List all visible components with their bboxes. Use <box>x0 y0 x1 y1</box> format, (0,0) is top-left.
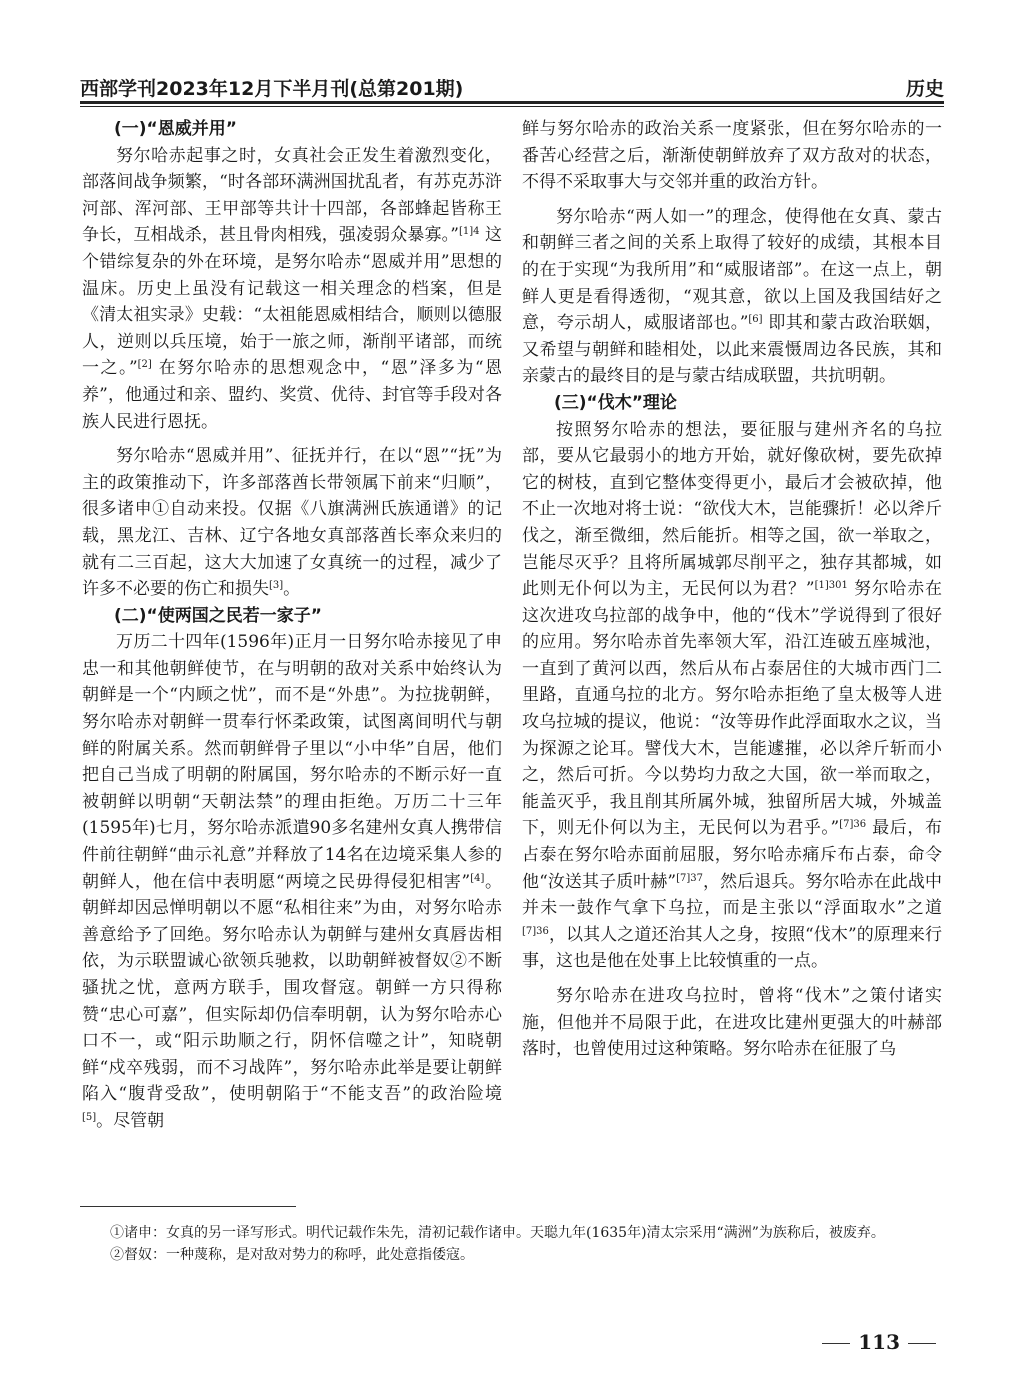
header-rule-thin <box>80 106 944 107</box>
left-column <box>82 116 502 1135</box>
citation: [5] <box>82 1111 97 1123</box>
footnote-2: ②督奴：一种蔑称，是对敌对势力的称呼，此处意指倭寇。 <box>110 1247 474 1263</box>
right-column <box>522 116 942 1063</box>
citation: [7]37 <box>676 872 703 884</box>
heading-3: (三)“伐木”理论 <box>554 392 677 413</box>
paragraph: 努尔哈赤“两人如一”的理念，使得他在女真、蒙古和朝鲜三者之间的关系上取得了较好的成绩，其根本目的在于实现“为我所用”和“威服诸部”。在这一点上，朝鲜人更是看得透彻，“观其意，欲以上国及我国结好之意，夸示胡人，威服诸部也。”[6] 即其和蒙古政治联姻，又希望与朝鲜和睦相处，以此来震慑周边各民族，其和亲蒙古的最终目的是与蒙古结成联盟，共抗明朝。 <box>522 206 942 387</box>
running-header <box>80 70 944 104</box>
paragraph: 万历二十四年(1596年)正月一日努尔哈赤接见了申忠一和其他朝鲜使节，在与明朝的敌对关系中始终认为朝鲜是一个“内顾之忧”，而不是“外患”。为拉拢朝鲜，努尔哈赤对朝鲜一贯奉行怀柔政策，试图离间明代与朝鲜的附属关系。然而朝鲜骨子里以“小中华”自居，他们把自己当成了明朝的附属国，努尔哈赤的不断示好一直被朝鲜以明朝“天朝法禁”的理由拒绝。万历二十三年(1595年)七月，努尔哈赤派遣90多名建州女真人携带信件前往朝鲜“曲示礼意”并释放了14名在边境采集人参的朝鲜人，他在信中表明愿“两境之民毋得侵犯相害”[4]。朝鲜却因忌惮明朝以不愿“私相往来”为由，对努尔哈赤善意给予了回绝。努尔哈赤认为朝鲜与建州女真唇齿相依，为示联盟诚心欲领兵驰救，以助朝鲜被督奴②不断骚扰之忧，意两方联手，围攻督寇。朝鲜一方只得称赞“忠心可嘉”，但实际却仍信奉明朝，认为努尔哈赤心口不一，或“阳示助顺之行，阴怀信噬之计”，知晓朝鲜“戍卒残弱，而不习战阵”，努尔哈赤此举是要让朝鲜陷入“腹背受敌”，使明朝陷于“不能支吾”的政治险境[5]。尽管朝 <box>82 632 503 1131</box>
citation: [4] <box>470 872 485 884</box>
heading-2: (二)“使两国之民若一家子” <box>114 605 322 626</box>
paragraph: 努尔哈赤“恩威并用”、征抚并行，在以“恩”“抚”为主的政策推动下，许多部落酋长带领属下前来“归顺”，很多诸申①自动来投。仅据《八旗满洲氏族通谱》的记载，黑龙江、吉林、辽宁各地女真部落酋长率众来归的就有二三百起，这大大加速了女真统一的过程，减少了许多不必要的伤亡和损失[3]。 <box>82 446 502 600</box>
footnote-rule <box>80 1206 296 1207</box>
paragraph: 按照努尔哈赤的想法，要征服与建州齐名的乌拉部，要从它最弱小的地方开始，就好像砍树，要先砍掉它的树枝，直到它整体变得更小，最后才会被砍掉，他不止一次地对将士说：“欲伐大木，岂能骤折！必以斧斤伐之，渐至微细，然后能折。相等之国，欲一举取之，岂能尽灭乎？且将所属城郭尽削平之，独存其都城，如此则无仆何以为主，无民何以为君？”$^{[1]301}$ 努尔哈赤在这次进攻乌拉部的战争中，他的“伐木”学说得到了很好的应用。努尔哈赤首先率领大军，沿江连破五座城池，一直到了黄河以西，然后从布占泰居住的大城市西门二里路，直通乌拉的北方。努尔哈赤拒绝了皇太极等人进攻乌拉城的提议，他说：“汝等毋作此浮面取水之议，当为探源之论耳。譬伐大木，岂能遽摧，必以斧斤斩而小之，然后可折。今以势均力敌之大国，欲一举而取之，能盖灭乎，我且削其所属外城，独留所居大城，外城盖下，则无仆何以为主，无民何以为君乎。”$^{[7]36}$ 最后，布占泰在努尔哈赤面前屈服，努尔哈赤痛斥布占泰，命令他“汝送其子质叶赫”$^{[7]37}$，然后退兵。努尔哈赤在此战中并未一鼓作气拿下乌拉，而是主张以“浮面取水”之道$^{[7]36}$，以其人之道还治其人之身，按照“伐木”的原理来行事，这也是他在处事上比较慎重的一点。 <box>522 419 942 972</box>
paragraph: 努尔哈赤在进攻乌拉时，曾将“伐木”之策付诸实施，但他并不局限于此，在进攻比建州更强大的叶赫部落时，也曾使用过这种策略。努尔哈赤在征服了乌 <box>522 986 942 1060</box>
paragraph: 鲜与努尔哈赤的政治关系一度紧张，但在努尔哈赤的一番苦心经营之后，渐渐使朝鲜放弃了双方敌对的状态，不得不采取事大与交邻并重的政治方针。 <box>522 119 942 193</box>
citation: [6] <box>748 314 763 326</box>
journal-title: 西部学刊2023年12月下半月刊(总第201期) <box>80 78 464 100</box>
footnotes <box>82 1222 942 1266</box>
citation: [7]36 <box>839 819 867 831</box>
paragraph: 努尔哈赤起事之时，女真社会正发生着激烈变化，部落间战争频繁，“时各部环满洲国扰乱者，有苏克苏浒河部、浑河部、王甲部等共计十四部，各部蜂起皆称王争长，互相战杀，甚且骨肉相残，强凌弱众暴寡。”$^{[1]4}$ 这个错综复杂的外在环境，是努尔哈赤“恩威并用”思想的温床。历史上虽没有记载这一相关理念的档案，但是《清太祖实录》史载：“太祖能恩威相结合，顺则以德服人，逆则以兵压境，始于一旅之师，渐削平诸部，而统一之。”[2] 在努尔哈赤的思想观念中，“恩”泽多为“恩养”，他通过和亲、盟约、奖赏、优待、封官等手段对各族人民进行恩抚。 <box>82 145 502 432</box>
section-name: 历史 <box>905 78 944 100</box>
header-rule-thick <box>80 101 944 104</box>
citation: [2] <box>137 359 152 371</box>
citation: [7]36 <box>522 925 549 937</box>
heading-1: (一)“恩威并用” <box>114 119 237 139</box>
footnote-1: ①诸申：女真的另一译写形式。明代记载作朱先，清初记载作诸申。天聪九年(1635年)清太宗采用“满洲”为族称后，被废弃。 <box>110 1225 885 1241</box>
page-number: 113 <box>814 1330 944 1354</box>
citation: [3] <box>269 580 284 592</box>
citation: [1]4 <box>458 226 480 238</box>
citation: [1]301 <box>814 580 848 592</box>
